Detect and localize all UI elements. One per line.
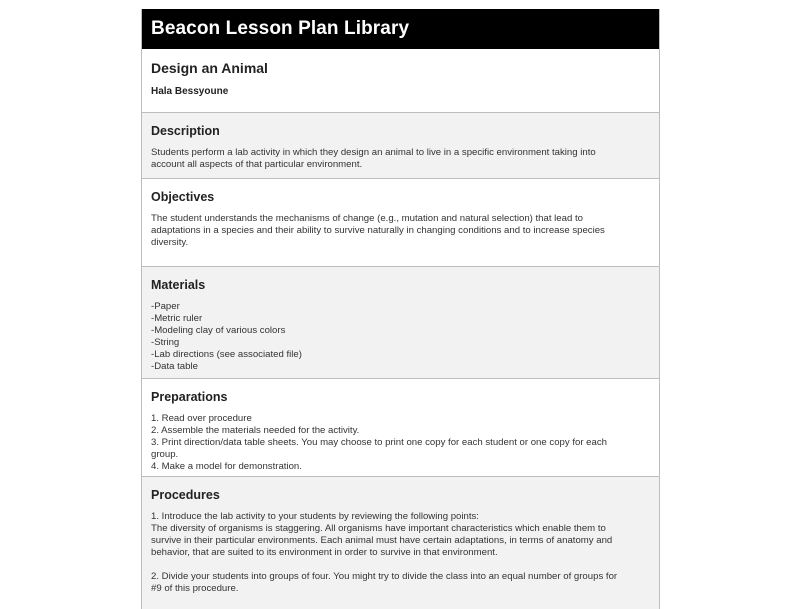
materials-item: -Data table xyxy=(151,361,198,372)
objectives-section xyxy=(142,179,659,267)
lesson-plan-document xyxy=(141,9,660,609)
procedures-line: survive in their particular environments. Each animal must have certain adaptations, in terms of anatomy and xyxy=(151,535,613,546)
procedures-line: #9 of this procedure. xyxy=(151,583,239,594)
preparations-line: 3. Print direction/data table sheets. You may choose to print one copy for each student or one copy for each xyxy=(151,437,607,448)
lesson-title: Design an Animal xyxy=(151,60,268,76)
description-line: account all aspects of that particular environment. xyxy=(151,159,363,170)
preparations-line: 2. Assemble the materials needed for the activity. xyxy=(151,425,360,436)
materials-item: -Lab directions (see associated file) xyxy=(151,349,302,360)
preparations-section xyxy=(142,379,659,477)
procedures-line: 2. Divide your students into groups of four. You might try to divide the class into an equal number of groups for xyxy=(151,571,618,582)
materials-item: -Paper xyxy=(151,301,180,312)
lesson-author: Hala Bessyoune xyxy=(151,86,229,97)
materials-item: -Modeling clay of various colors xyxy=(151,325,286,336)
site-title: Beacon Lesson Plan Library xyxy=(151,18,410,39)
description-body xyxy=(151,147,650,171)
lesson-title-block xyxy=(142,49,659,113)
paragraph-gap xyxy=(151,559,650,571)
description-heading: Description xyxy=(151,124,220,138)
preparations-heading: Preparations xyxy=(151,390,228,404)
procedures-section xyxy=(142,477,659,609)
procedures-heading: Procedures xyxy=(151,488,220,502)
preparations-body xyxy=(151,413,650,473)
objectives-line: diversity. xyxy=(151,237,189,248)
preparations-line: 1. Read over procedure xyxy=(151,413,252,424)
objectives-line: The student understands the mechanisms of change (e.g., mutation and natural selection) that lead to xyxy=(151,213,583,224)
objectives-body xyxy=(151,213,650,249)
materials-section xyxy=(142,267,659,379)
materials-item: -String xyxy=(151,337,180,348)
objectives-heading: Objectives xyxy=(151,190,215,204)
materials-heading: Materials xyxy=(151,278,206,292)
materials-item: -Metric ruler xyxy=(151,313,203,324)
description-line: Students perform a lab activity in which they design an animal to live in a specific environment taking into xyxy=(151,147,596,158)
procedures-line: 1. Introduce the lab activity to your students by reviewing the following points: xyxy=(151,511,479,522)
preparations-line: group. xyxy=(151,449,179,460)
site-header xyxy=(142,9,659,49)
procedures-line: The diversity of organisms is staggering. All organisms have important characteristics which enable them to xyxy=(151,523,606,534)
materials-list xyxy=(151,301,650,373)
preparations-line: 4. Make a model for demonstration. xyxy=(151,461,302,472)
procedures-body xyxy=(151,511,650,595)
description-section xyxy=(142,113,659,179)
objectives-line: adaptations in a species and their ability to survive naturally in changing conditions and to increase species xyxy=(151,225,605,236)
procedures-line: behavior, that are suited to its environment in order to survive in that environment. xyxy=(151,547,498,558)
